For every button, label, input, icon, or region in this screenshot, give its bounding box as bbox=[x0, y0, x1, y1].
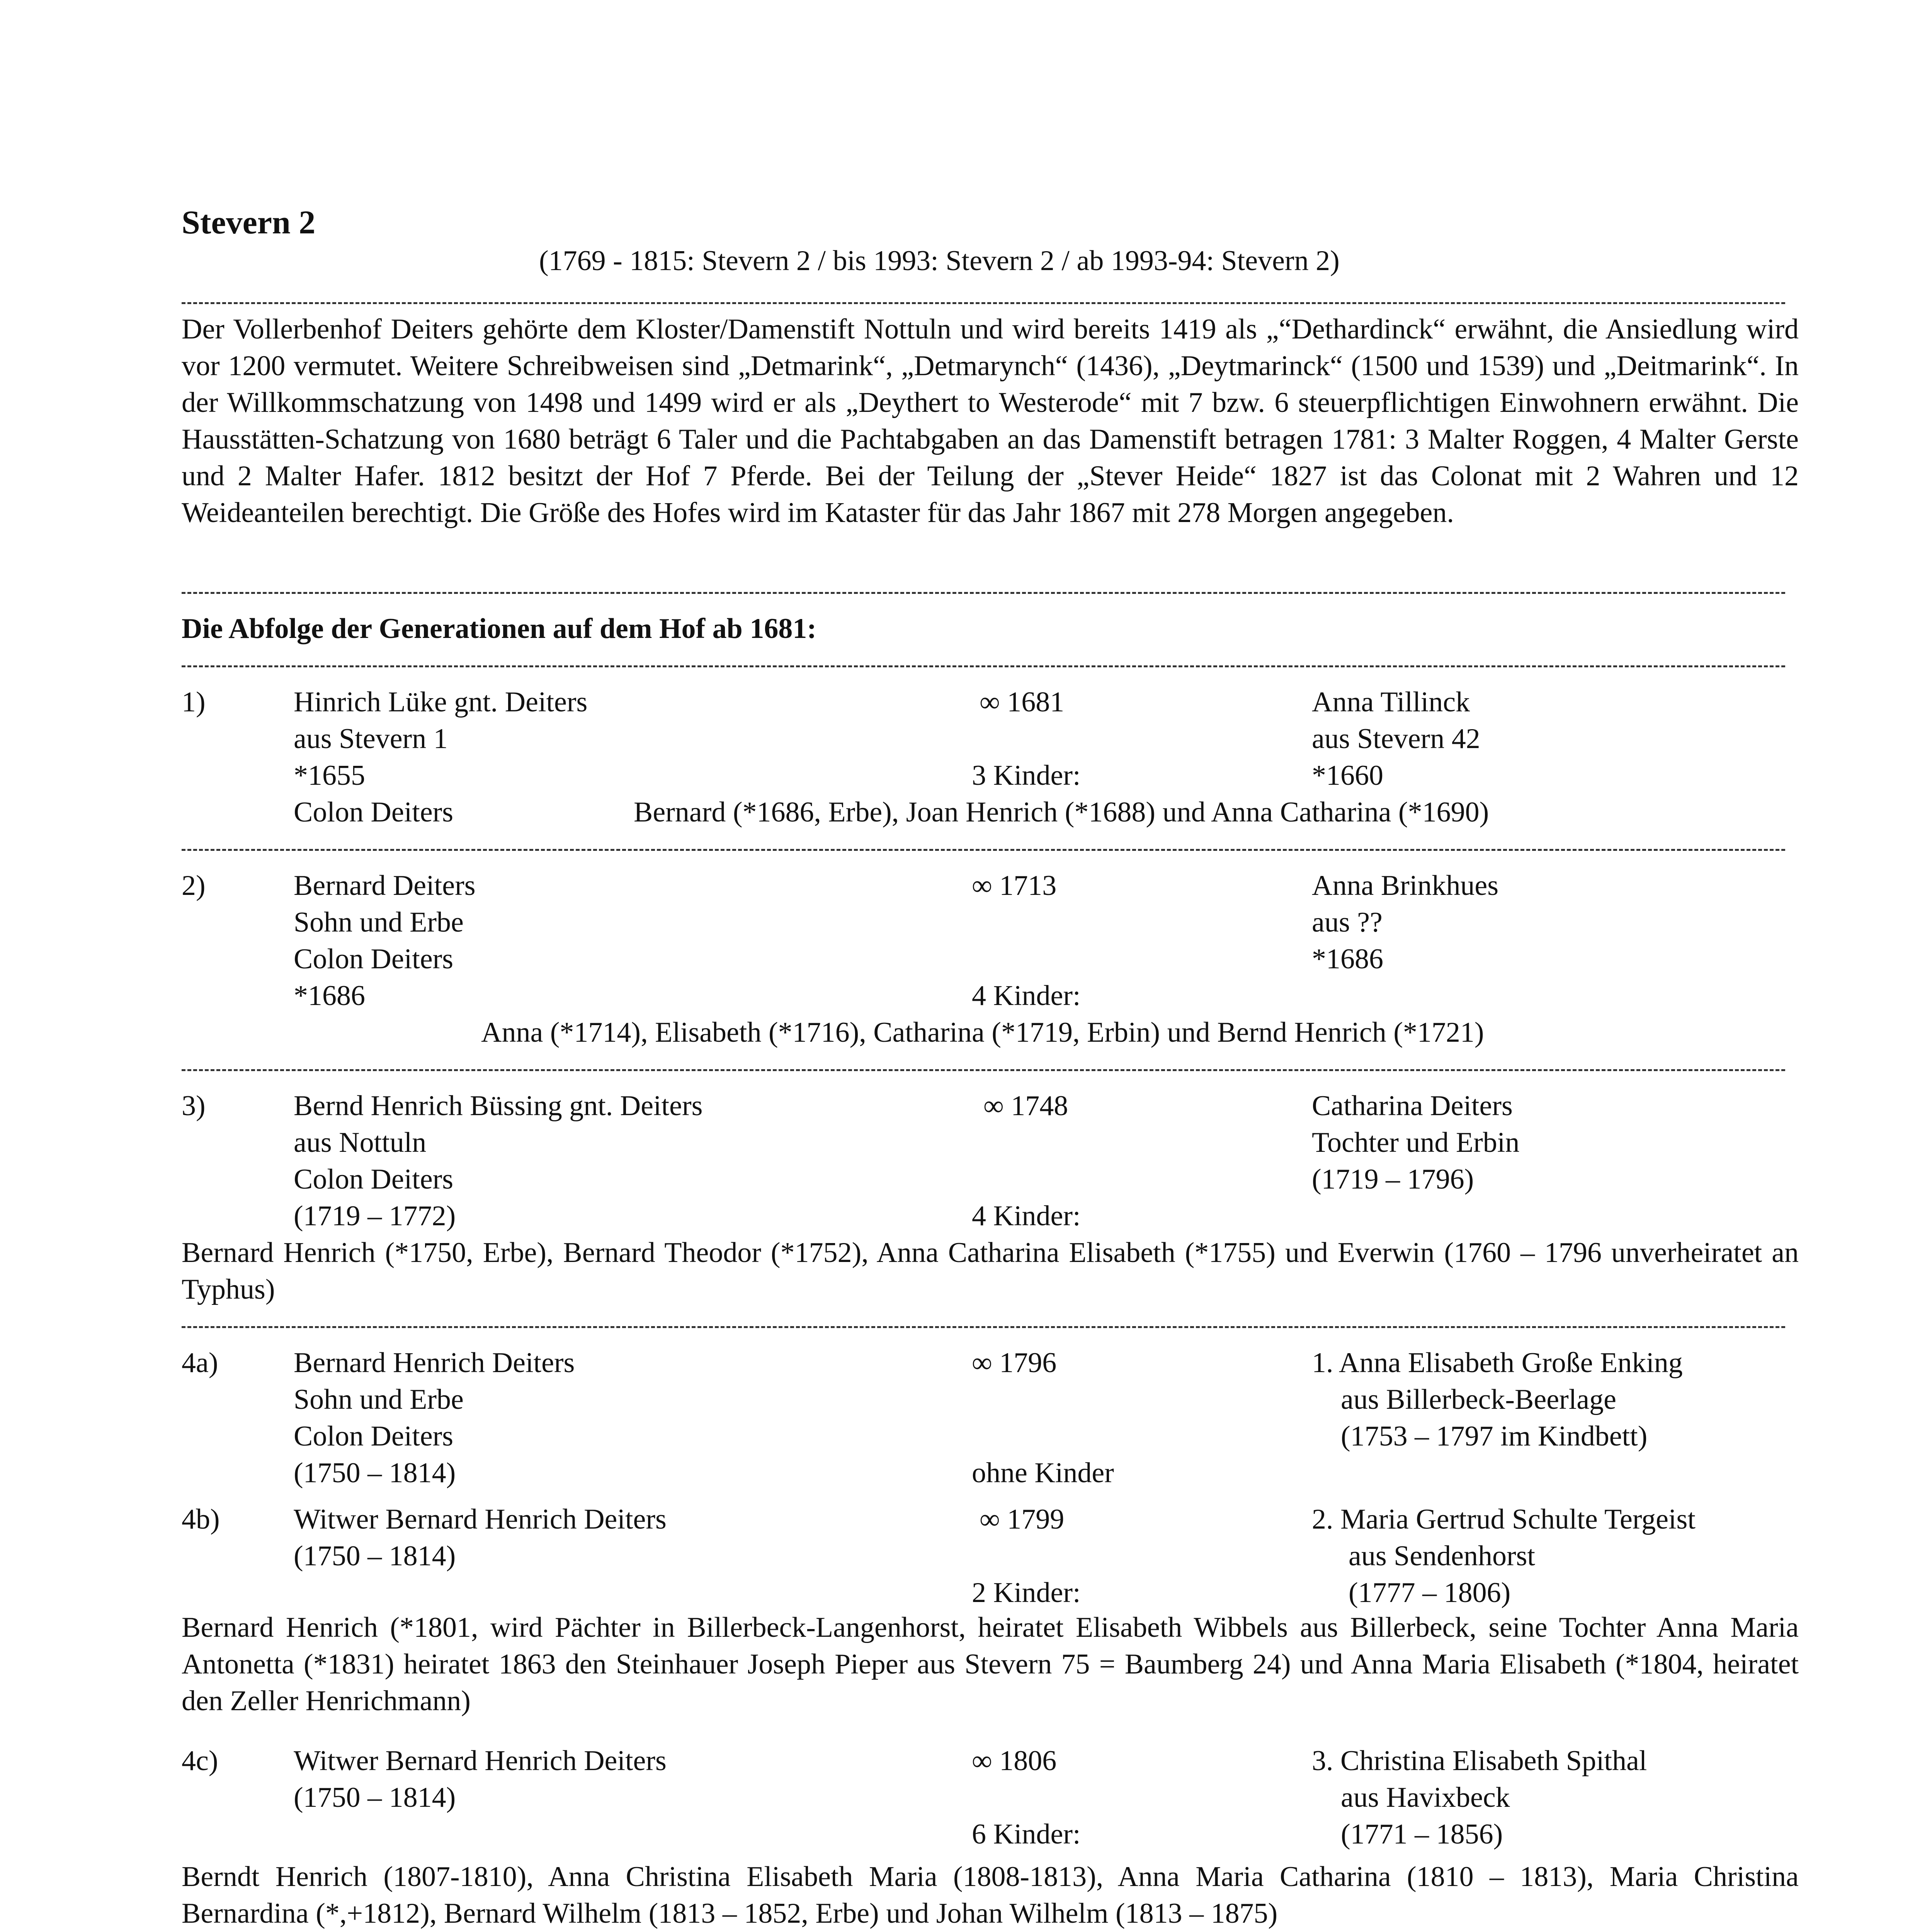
husband-name: Bernard Henrich Deiters bbox=[294, 1347, 575, 1379]
generation-number: 3) bbox=[182, 1090, 206, 1122]
marriage-year: ∞ 1713 bbox=[972, 870, 1057, 901]
separator-line bbox=[182, 1069, 1785, 1071]
marriage-year: ∞ 1748 bbox=[983, 1090, 1068, 1122]
intro-paragraph: Der Vollerbenhof Deiters gehörte dem Kloster/Damenstift Nottuln und wird bereits 1419 als „“Dethardinck“ erwähnt, die Ansiedlung wird vor 1200 vermutet. Weitere Schreibweisen sind „Detmarink“, „Detmarynch“ (1436), „Deytmarinck“ (1500 und 1539) und „Deitmarink“. In der Willkommschatzung von 1498 und 1499 wird er als „Deythert to Westerode“ mit 7 bzw. 6 steuerpflichtigen Einwohnern erwähnt. Die Hausstätten-Schatzung von 1680 beträgt 6 Taler und die Pachtabgaben an das Damenstift betragen 1781: 3 Malter Roggen, 4 Malter Gerste und 2 Malter Hafer. 1812 besitzt der Hof 7 Pferde. Bei der Teilung der „Stever Heide“ 1827 ist das Colonat mit 2 Wahren und 12 Weideanteilen berechtigt. Die Größe des Hofes wird im Kataster für das Jahr 1867 mit 278 Morgen angegeben. bbox=[182, 313, 1799, 529]
marriage-year: ∞ 1806 bbox=[972, 1745, 1057, 1777]
children-count: 6 Kinder: bbox=[972, 1818, 1081, 1850]
wife-detail: aus Stevern 42 bbox=[1312, 723, 1480, 755]
children-count: 2 Kinder: bbox=[972, 1577, 1081, 1609]
husband-detail: (1750 – 1814) bbox=[294, 1457, 456, 1489]
wife-name: Catharina Deiters bbox=[1312, 1090, 1513, 1122]
marriage-year: ∞ 1796 bbox=[972, 1347, 1057, 1379]
wife-name: 3. Christina Elisabeth Spithal bbox=[1312, 1745, 1647, 1777]
separator-line bbox=[182, 592, 1785, 594]
wife-detail: aus Havixbeck bbox=[1341, 1782, 1510, 1813]
marriage-year: ∞ 1681 bbox=[980, 686, 1065, 718]
wife-name: 1. Anna Elisabeth Große Enking bbox=[1312, 1347, 1683, 1379]
husband-name: Witwer Bernard Henrich Deiters bbox=[294, 1745, 667, 1777]
wife-name: Anna Brinkhues bbox=[1312, 870, 1498, 901]
generation-number: 4a) bbox=[182, 1347, 218, 1379]
separator-line bbox=[182, 1326, 1785, 1328]
generation-number: 4b) bbox=[182, 1503, 220, 1535]
children-count: 4 Kinder: bbox=[972, 980, 1081, 1012]
husband-detail: *1686 bbox=[294, 980, 365, 1012]
wife-detail: (1753 – 1797 im Kindbett) bbox=[1341, 1420, 1648, 1452]
husband-name: Witwer Bernard Henrich Deiters bbox=[294, 1503, 667, 1535]
children-count: 4 Kinder: bbox=[972, 1200, 1081, 1232]
husband-name: Bernd Henrich Büssing gnt. Deiters bbox=[294, 1090, 703, 1122]
wife-detail: Tochter und Erbin bbox=[1312, 1127, 1520, 1158]
separator-line bbox=[182, 302, 1785, 304]
husband-detail: Sohn und Erbe bbox=[294, 906, 464, 938]
husband-detail: *1655 bbox=[294, 760, 365, 791]
wife-name: 2. Maria Gertrud Schulte Tergeist bbox=[1312, 1503, 1696, 1535]
separator-line bbox=[182, 849, 1785, 851]
children-list: Berndt Henrich (1807-1810), Anna Christina Elisabeth Maria (1808-1813), Anna Maria Catharina (1810 – 1813), Maria Christina Bernardina (*,+1812), Bernard Wilhelm (1813 – 1852, Erbe) und Johan Wilhelm (1813 – 1875) bbox=[182, 1861, 1799, 1929]
section-heading: Die Abfolge der Generationen auf dem Hof ab 1681: bbox=[182, 613, 816, 645]
generation-number: 1) bbox=[182, 686, 206, 718]
husband-detail: Colon Deiters bbox=[294, 1420, 454, 1452]
husband-detail: aus Nottuln bbox=[294, 1127, 427, 1158]
children-list: Bernard (*1686, Erbe), Joan Henrich (*1688) und Anna Catharina (*1690) bbox=[634, 796, 1489, 828]
separator-line bbox=[182, 665, 1785, 667]
husband-detail: Colon Deiters bbox=[294, 1163, 454, 1195]
wife-detail: aus Billerbeck-Beerlage bbox=[1341, 1384, 1616, 1415]
husband-detail: Colon Deiters bbox=[294, 943, 454, 975]
page-title: Stevern 2 bbox=[182, 204, 316, 241]
children-count: 3 Kinder: bbox=[972, 760, 1081, 791]
generation-number: 2) bbox=[182, 870, 206, 901]
husband-detail: (1750 – 1814) bbox=[294, 1540, 456, 1572]
marriage-year: ∞ 1799 bbox=[980, 1503, 1065, 1535]
husband-name: Bernard Deiters bbox=[294, 870, 476, 901]
husband-detail: (1750 – 1814) bbox=[294, 1782, 456, 1813]
generation-number: 4c) bbox=[182, 1745, 218, 1777]
husband-detail: Colon Deiters bbox=[294, 796, 454, 828]
wife-name: Anna Tillinck bbox=[1312, 686, 1470, 718]
wife-detail: (1777 – 1806) bbox=[1349, 1577, 1511, 1609]
wife-detail: (1771 – 1856) bbox=[1341, 1818, 1503, 1850]
children-list: Bernard Henrich (*1750, Erbe), Bernard Theodor (*1752), Anna Catharina Elisabeth (*1755) und Everwin (1760 – 1796 unverheiratet an Typhus) bbox=[182, 1237, 1799, 1305]
wife-detail: aus Sendenhorst bbox=[1349, 1540, 1535, 1572]
wife-detail: (1719 – 1796) bbox=[1312, 1163, 1474, 1195]
children-list: Anna (*1714), Elisabeth (*1716), Catharina (*1719, Erbin) und Bernd Henrich (*1721) bbox=[481, 1017, 1484, 1048]
wife-detail: *1660 bbox=[1312, 760, 1383, 791]
wife-detail: aus ?? bbox=[1312, 906, 1383, 938]
husband-detail: aus Stevern 1 bbox=[294, 723, 448, 755]
husband-detail: (1719 – 1772) bbox=[294, 1200, 456, 1232]
husband-detail: Sohn und Erbe bbox=[294, 1384, 464, 1415]
children-list: Bernard Henrich (*1801, wird Pächter in Billerbeck-Langenhorst, heiratet Elisabeth Wibbels aus Billerbeck, seine Tochter Anna Maria Antonetta (*1831) heiratet 1863 den Steinhauer Joseph Pieper aus Stevern 75 = Baumberg 24) und Anna Maria Elisabeth (*1804, heiratet den Zeller Henrichmann) bbox=[182, 1612, 1799, 1717]
children-count: ohne Kinder bbox=[972, 1457, 1114, 1489]
page-subtitle: (1769 - 1815: Stevern 2 / bis 1993: Stevern 2 / ab 1993-94: Stevern 2) bbox=[539, 245, 1340, 277]
husband-name: Hinrich Lüke gnt. Deiters bbox=[294, 686, 588, 718]
wife-detail: *1686 bbox=[1312, 943, 1383, 975]
